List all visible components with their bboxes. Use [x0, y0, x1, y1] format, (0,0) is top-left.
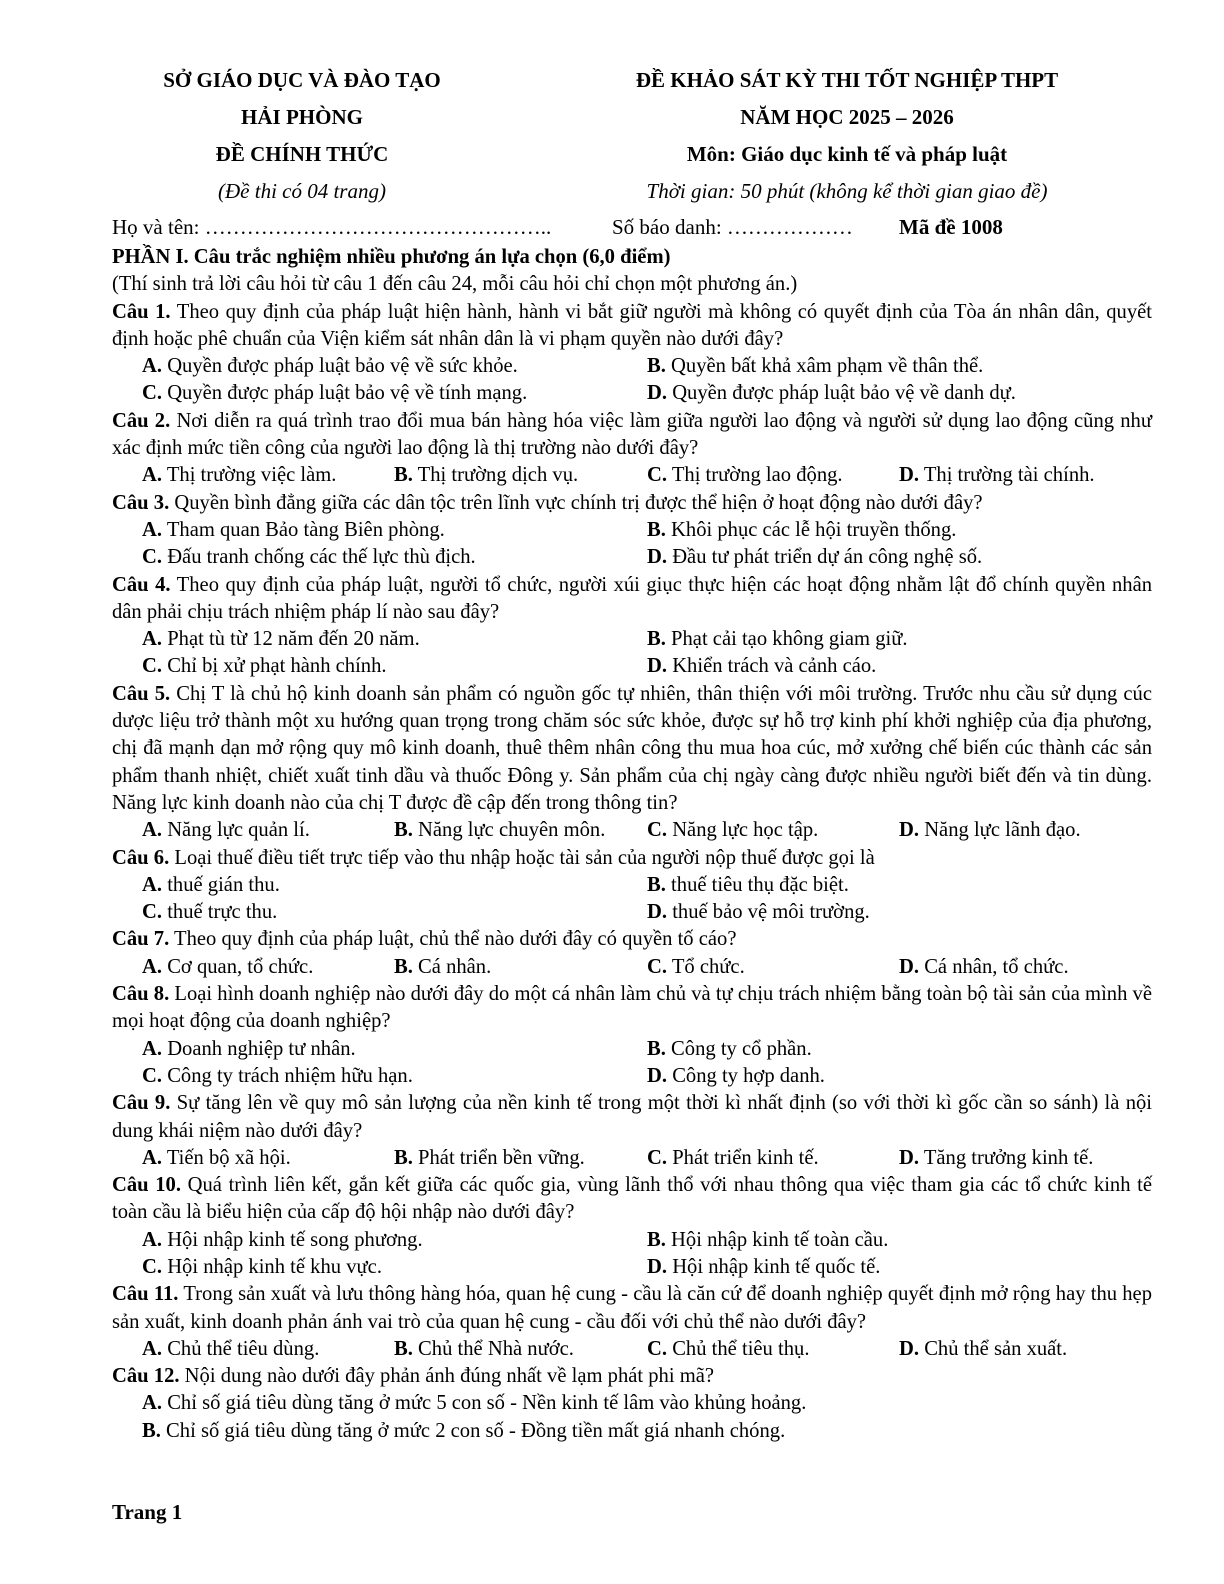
option-c [647, 1145, 819, 1172]
option-letter: C. [142, 901, 163, 924]
option-letter: B. [647, 1037, 666, 1060]
department-name: SỞ GIÁO DỤC VÀ ĐÀO TẠO [163, 68, 441, 92]
option-text: Cơ quan, tổ chức. [167, 955, 314, 978]
question-text: Chị T là chủ hộ kinh doanh sản phẩm có nguồn gốc tự nhiên, thân thiện với môi trường. Trước nhu cầu sử dụng cúc dược liệu trở thành một xu hướng quan trọng trong chăm sóc sức khỏe, được sự hỗ trợ kinh phí khởi nghiệp của địa phương, chị đã mạnh dạn mở rộng quy mô kinh doanh, thuê thêm nhân công thu mua hoa cúc, mở xưởng chế biến cúc thành các sản phẩm thanh nhiệt, chiết xuất tinh dầu và thuốc Đông y. Sản phẩm của chị ngày càng được nhiều người biết đến và tin dùng. Năng lực kinh doanh nào của chị T được đề cập đến trong thông tin? [112, 682, 1152, 814]
option-b [394, 954, 491, 981]
option-text: Tham quan Bảo tàng Biên phòng. [166, 518, 445, 541]
candidate-number-field: Số báo danh: ……………… [612, 215, 853, 239]
question-label: Câu 3. [112, 491, 170, 514]
option-letter: A. [142, 1337, 163, 1360]
option-text: Chủ thể sản xuất. [924, 1337, 1068, 1360]
option-letter: B. [394, 464, 413, 487]
option-letter: B. [647, 1228, 666, 1251]
option-b [142, 1418, 785, 1445]
question-label: Câu 5. [112, 682, 171, 705]
option-row [112, 1336, 1152, 1363]
option-letter: D. [899, 955, 920, 978]
option-d [899, 954, 1069, 981]
option-text: Cá nhân, tổ chức. [924, 955, 1069, 978]
question-text: Quá trình liên kết, gắn kết giữa các quốc gia, vùng lãnh thổ với nhau thông qua việc tham gia các tổ chức kinh tế toàn cầu là biểu hiện của cấp độ hội nhập nào dưới đây? [112, 1174, 1152, 1224]
question-label: Câu 9. [112, 1092, 171, 1115]
option-text: Thị trường việc làm. [166, 464, 337, 487]
question-label: Câu 12. [112, 1365, 180, 1388]
option-text: thuế gián thu. [167, 873, 280, 896]
option-letter: D. [647, 655, 668, 678]
question-text: Loại hình doanh nghiệp nào dưới đây do một cá nhân làm chủ và tự chịu trách nhiệm bằng toàn bộ tài sản của mình về mọi hoạt động của doanh nghiệp? [112, 983, 1152, 1033]
option-letter: B. [647, 628, 666, 651]
option-c [142, 380, 527, 407]
option-text: Chủ thể tiêu thụ. [672, 1337, 810, 1360]
option-b [647, 1036, 812, 1063]
option-a [142, 517, 445, 544]
option-letter: A. [142, 464, 163, 487]
option-letter: B. [142, 1419, 161, 1442]
option-letter: D. [899, 1146, 920, 1169]
option-b [647, 517, 956, 544]
option-text: Quyền được pháp luật bảo vệ về tính mạng. [167, 382, 528, 405]
option-row [112, 817, 1152, 844]
question-label: Câu 7. [112, 928, 170, 951]
option-c [647, 817, 818, 844]
option-row [112, 899, 1152, 926]
option-letter: C. [647, 1146, 668, 1169]
option-row [112, 1390, 1152, 1417]
option-letter: D. [899, 1337, 920, 1360]
official-label: ĐỀ CHÍNH THỨC [215, 142, 389, 166]
option-letter: C. [647, 955, 668, 978]
school-year: NĂM HỌC 2025 – 2026 [740, 105, 954, 129]
option-text: Thị trường dịch vụ. [417, 464, 579, 487]
option-a [142, 872, 280, 899]
page-number: Trang 1 [112, 1500, 183, 1524]
question-7 [112, 926, 1152, 953]
option-text: Đầu tư phát triển dự án công nghệ số. [672, 546, 983, 569]
option-text: Thị trường lao động. [671, 464, 843, 487]
option-letter: C. [142, 655, 163, 678]
option-text: Hội nhập kinh tế quốc tế. [672, 1255, 881, 1278]
option-text: Doanh nghiệp tư nhân. [167, 1037, 356, 1060]
time-limit: Thời gian: 50 phút (không kể thời gian giao đề) [646, 179, 1048, 203]
option-letter: D. [647, 901, 668, 924]
option-letter: D. [899, 819, 920, 842]
option-text: Phát triển kinh tế. [672, 1146, 819, 1169]
question-label: Câu 8. [112, 983, 170, 1006]
option-d [647, 653, 876, 680]
option-text: Tiến bộ xã hội. [166, 1146, 291, 1169]
option-d [647, 1254, 880, 1281]
option-letter: C. [142, 546, 163, 569]
question-1 [112, 299, 1152, 354]
option-a [142, 1145, 291, 1172]
name-field: Họ và tên: ………………………………………….. [112, 215, 552, 239]
option-d [647, 380, 1016, 407]
option-row [112, 954, 1152, 981]
option-text: Chủ thể Nhà nước. [418, 1337, 574, 1360]
header-right [552, 62, 1142, 210]
option-row [112, 544, 1152, 571]
question-9 [112, 1090, 1152, 1145]
subject: Môn: Giáo dục kinh tế và pháp luật [686, 142, 1008, 166]
option-text: Năng lực lãnh đạo. [924, 819, 1081, 842]
question-label: Câu 2. [112, 409, 171, 432]
option-row [112, 1036, 1152, 1063]
option-row [112, 1418, 1152, 1445]
option-c [142, 1254, 382, 1281]
option-text: Quyền bất khả xâm phạm về thân thể. [671, 355, 984, 378]
option-text: thuế tiêu thụ đặc biệt. [671, 873, 849, 896]
question-text: Theo quy định của pháp luật, chủ thể nào dưới đây có quyền tố cáo? [174, 928, 737, 951]
section-title: PHẦN I. Câu trắc nghiệm nhiều phương án lựa chọn (6,0 điểm) [112, 246, 671, 268]
option-d [899, 1145, 1093, 1172]
option-a [142, 353, 518, 380]
option-b [647, 353, 983, 380]
option-row [112, 462, 1152, 489]
question-list [112, 299, 1152, 1445]
question-12 [112, 1363, 1152, 1390]
option-letter: B. [394, 1337, 413, 1360]
option-a [142, 954, 313, 981]
exam-page [112, 62, 1152, 1445]
question-4 [112, 572, 1152, 627]
question-6 [112, 845, 1152, 872]
option-letter: A. [142, 955, 163, 978]
option-d [899, 462, 1095, 489]
question-text: Theo quy định của pháp luật, người tổ chức, người xúi giục thực hiện các hoạt động nhằm lật đổ chính quyền nhân dân phải chịu trách nhiệm pháp lí nào sau đây? [112, 573, 1153, 623]
student-info-line [112, 210, 1152, 244]
option-text: Quyền được pháp luật bảo vệ về sức khỏe. [167, 355, 518, 378]
option-row [112, 626, 1152, 653]
option-letter: D. [647, 546, 668, 569]
question-10 [112, 1172, 1152, 1227]
option-letter: D. [647, 382, 668, 405]
option-row [112, 517, 1152, 544]
option-row [112, 1227, 1152, 1254]
option-c [142, 544, 476, 571]
option-row [112, 1063, 1152, 1090]
option-letter: A. [142, 873, 163, 896]
question-5 [112, 681, 1152, 817]
option-text: Công ty cổ phần. [671, 1037, 812, 1060]
option-b [647, 872, 849, 899]
exam-code: Mã đề 1008 [899, 215, 1003, 239]
question-text: Sự tăng lên về quy mô sản lượng của nền kinh tế trong một thời kì nhất định (so với thời kì gốc cần so sánh) là nội dung khái niệm nào dưới đây? [112, 1092, 1153, 1142]
option-text: Chủ thể tiêu dùng. [167, 1337, 320, 1360]
question-11 [112, 1281, 1152, 1336]
question-text: Quyền bình đẳng giữa các dân tộc trên lĩnh vực chính trị được thể hiện ở hoạt động nào dưới đây? [174, 491, 983, 514]
option-text: thuế bảo vệ môi trường. [672, 901, 870, 924]
option-c [647, 462, 843, 489]
option-row [112, 353, 1152, 380]
option-row [112, 1254, 1152, 1281]
option-text: Khiển trách và cảnh cáo. [672, 655, 877, 678]
option-text: thuế trực thu. [167, 901, 278, 924]
option-letter: C. [142, 1064, 163, 1087]
exam-header [112, 62, 1152, 210]
question-text: Nơi diễn ra quá trình trao đổi mua bán hàng hóa việc làm giữa người lao động và người sử dụng lao động cũng như xác định mức tiền công của người lao động là thị trường nào dưới đây? [112, 409, 1153, 460]
option-row [112, 872, 1152, 899]
option-letter: B. [647, 355, 666, 378]
option-letter: A. [142, 1037, 163, 1060]
question-text: Nội dung nào dưới đây phản ánh đúng nhất về lạm phát phi mã? [184, 1365, 715, 1388]
option-letter: C. [647, 464, 668, 487]
option-a [142, 1390, 806, 1417]
option-d [899, 817, 1081, 844]
option-letter: A. [142, 1392, 163, 1415]
option-d [899, 1336, 1067, 1363]
option-letter: C. [142, 1255, 163, 1278]
option-text: Chỉ bị xử phạt hành chính. [167, 655, 387, 678]
option-text: Phạt cải tạo không giam giữ. [671, 628, 908, 651]
question-label: Câu 4. [112, 573, 171, 596]
option-a [142, 626, 420, 653]
option-c [142, 653, 387, 680]
option-text: Phạt tù từ 12 năm đến 20 năm. [167, 628, 420, 651]
option-letter: B. [394, 955, 413, 978]
option-text: Phát triển bền vững. [418, 1146, 585, 1169]
question-label: Câu 10. [112, 1174, 181, 1197]
option-text: Công ty hợp danh. [672, 1064, 825, 1087]
option-text: Chỉ số giá tiêu dùng tăng ở mức 2 con số - Đồng tiền mất giá nhanh chóng. [166, 1419, 786, 1442]
option-letter: B. [394, 819, 413, 842]
exam-title: ĐỀ KHẢO SÁT KỲ THI TỐT NGHIỆP THPT [635, 68, 1059, 92]
option-text: Năng lực học tập. [672, 819, 819, 842]
question-label: Câu 11. [112, 1283, 179, 1306]
option-b [394, 462, 578, 489]
option-text: Năng lực quản lí. [167, 819, 310, 842]
option-a [142, 1036, 356, 1063]
option-letter: A. [142, 819, 163, 842]
option-a [142, 817, 310, 844]
option-c [647, 1336, 809, 1363]
section-instruction: (Thí sinh trả lời câu hỏi từ câu 1 đến câu 24, mỗi câu hỏi chỉ chọn một phương án.) [112, 273, 798, 296]
option-letter: D. [647, 1064, 668, 1087]
option-text: Công ty trách nhiệm hữu hạn. [167, 1064, 413, 1087]
option-text: Thị trường tài chính. [923, 464, 1095, 487]
question-text: Loại thuế điều tiết trực tiếp vào thu nhập hoặc tài sản của người nộp thuế được gọi là [174, 846, 875, 869]
option-letter: A. [142, 628, 163, 651]
option-letter: B. [394, 1146, 413, 1169]
option-c [142, 899, 277, 926]
question-text: Theo quy định của pháp luật hiện hành, hành vi bắt giữ người mà không có quyết định của Tòa án nhân dân, quyết định hoặc phê chuẩn của Viện kiểm sát nhân dân là vi phạm quyền nào dưới đây? [112, 300, 1153, 350]
question-3 [112, 490, 1152, 517]
option-text: Hội nhập kinh tế khu vực. [167, 1255, 382, 1278]
question-label: Câu 6. [112, 846, 170, 869]
option-row [112, 380, 1152, 407]
option-letter: A. [142, 1146, 163, 1169]
option-letter: C. [647, 1337, 668, 1360]
option-text: Khôi phục các lễ hội truyền thống. [671, 518, 957, 541]
option-text: Hội nhập kinh tế song phương. [167, 1228, 423, 1251]
question-label: Câu 1. [112, 300, 171, 323]
header-left [112, 62, 492, 210]
option-row [112, 1145, 1152, 1172]
option-c [142, 1063, 413, 1090]
option-letter: A. [142, 1228, 163, 1251]
option-letter: B. [647, 873, 666, 896]
option-letter: A. [142, 355, 163, 378]
option-c [647, 954, 745, 981]
option-text: Đấu tranh chống các thế lực thù địch. [167, 546, 476, 569]
option-letter: D. [647, 1255, 668, 1278]
option-text: Chỉ số giá tiêu dùng tăng ở mức 5 con số - Nền kinh tế lâm vào khủng hoảng. [167, 1392, 807, 1415]
option-b [394, 817, 605, 844]
option-letter: D. [899, 464, 920, 487]
question-2 [112, 408, 1152, 463]
option-a [142, 1227, 423, 1254]
option-letter: B. [647, 518, 666, 541]
option-text: Hội nhập kinh tế toàn cầu. [671, 1228, 889, 1251]
option-b [394, 1145, 585, 1172]
question-text: Trong sản xuất và lưu thông hàng hóa, quan hệ cung - cầu là căn cứ để doanh nghiệp quyết định mở rộng hay thu hẹp sản xuất, kinh doanh phản ánh vai trò của quan hệ cung - cầu đối với chủ thể nào dưới đây? [112, 1283, 1152, 1333]
option-text: Năng lực chuyên môn. [418, 819, 606, 842]
option-text: Quyền được pháp luật bảo vệ về danh dự. [672, 382, 1016, 405]
option-text: Cá nhân. [418, 955, 492, 978]
option-b [647, 626, 908, 653]
option-row [112, 653, 1152, 680]
option-b [647, 1227, 888, 1254]
option-d [647, 899, 870, 926]
option-b [394, 1336, 574, 1363]
option-text: Tăng trưởng kinh tế. [923, 1146, 1094, 1169]
option-a [142, 462, 336, 489]
option-a [142, 1336, 319, 1363]
option-letter: A. [142, 518, 163, 541]
page-count-note: (Đề thi có 04 trang) [218, 179, 386, 203]
option-letter: C. [647, 819, 668, 842]
option-letter: C. [142, 382, 163, 405]
city-name: HẢI PHÒNG [241, 105, 363, 129]
option-text: Tổ chức. [671, 955, 745, 978]
question-8 [112, 981, 1152, 1036]
option-d [647, 1063, 825, 1090]
option-d [647, 544, 982, 571]
